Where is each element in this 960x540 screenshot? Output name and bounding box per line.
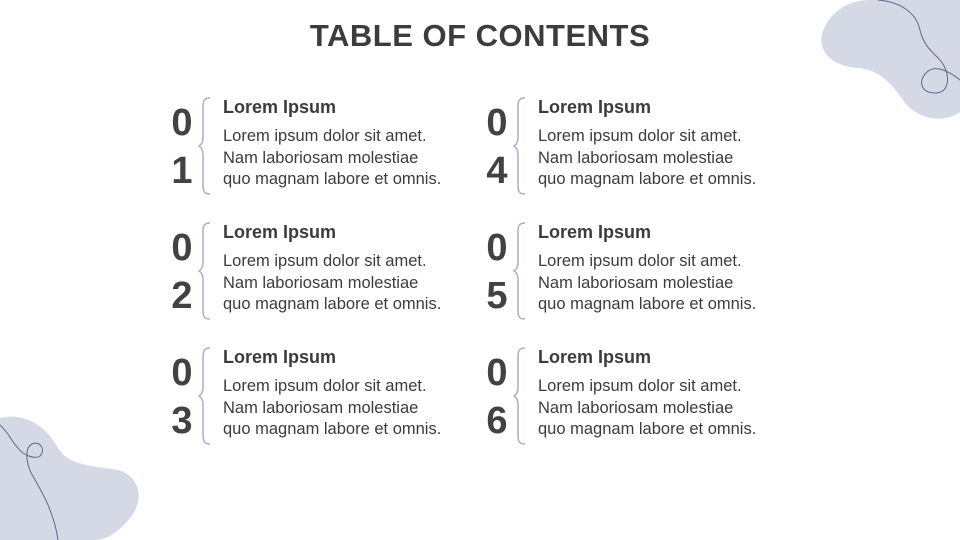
description-line: Nam laboriosam molestiae	[223, 273, 419, 292]
description-line: Nam laboriosam molestiae	[538, 148, 734, 167]
description-line: Nam laboriosam molestiae	[223, 398, 419, 417]
item-number	[485, 224, 509, 320]
toc-item-01	[170, 97, 470, 197]
description-line: Lorem ipsum dolor sit amet.	[223, 252, 427, 270]
number-digit-1: 0	[486, 352, 508, 394]
description-line: quo magnam labore et omnis.	[538, 420, 757, 438]
item-number	[485, 349, 509, 445]
toc-item-04	[485, 97, 785, 197]
item-number	[170, 224, 194, 320]
number-digit-2: 6	[486, 400, 508, 442]
item-description	[223, 376, 483, 441]
item-heading: Lorem Ipsum	[223, 347, 337, 367]
bottom-left-blob	[0, 417, 139, 540]
number-digit-1: 0	[171, 102, 193, 144]
number-digit-2: 3	[171, 400, 193, 442]
item-heading: Lorem Ipsum	[223, 222, 337, 242]
left-brace-icon	[198, 222, 212, 320]
toc-item-03	[170, 347, 470, 447]
description-line: Lorem ipsum dolor sit amet.	[538, 252, 742, 270]
item-description	[538, 251, 798, 316]
description-line: quo magnam labore et omnis.	[223, 420, 442, 438]
description-line: Lorem ipsum dolor sit amet.	[223, 127, 427, 145]
description-line: Nam laboriosam molestiae	[223, 148, 419, 167]
item-number	[485, 99, 509, 195]
item-heading: Lorem Ipsum	[538, 222, 652, 242]
description-line: Lorem ipsum dolor sit amet.	[223, 377, 427, 395]
toc-item-05	[485, 222, 785, 322]
left-brace-icon	[198, 347, 212, 445]
description-line: quo magnam labore et omnis.	[538, 295, 757, 313]
description-line: Lorem ipsum dolor sit amet.	[538, 127, 742, 145]
left-brace-icon	[513, 222, 527, 320]
toc-item-06	[485, 347, 785, 447]
toc-item-02	[170, 222, 470, 322]
number-digit-2: 5	[486, 275, 508, 317]
item-description	[538, 376, 798, 441]
description-line: Nam laboriosam molestiae	[538, 273, 734, 292]
page-title: TABLE OF CONTENTS	[309, 18, 651, 53]
description-line: quo magnam labore et omnis.	[223, 295, 442, 313]
description-line: Nam laboriosam molestiae	[538, 398, 734, 417]
number-digit-1: 0	[486, 227, 508, 269]
item-number	[170, 99, 194, 195]
description-line: Lorem ipsum dolor sit amet.	[538, 377, 742, 395]
number-digit-1: 0	[486, 102, 508, 144]
description-line: quo magnam labore et omnis.	[538, 170, 757, 188]
left-brace-icon	[513, 347, 527, 445]
number-digit-1: 0	[171, 352, 193, 394]
number-digit-2: 1	[171, 150, 193, 192]
item-description	[538, 126, 798, 191]
item-number	[170, 349, 194, 445]
number-digit-1: 0	[171, 227, 193, 269]
item-heading: Lorem Ipsum	[538, 347, 652, 367]
item-heading: Lorem Ipsum	[538, 97, 652, 117]
description-line: quo magnam labore et omnis.	[223, 170, 442, 188]
number-digit-2: 4	[486, 150, 508, 192]
item-heading: Lorem Ipsum	[223, 97, 337, 117]
left-brace-icon	[513, 97, 527, 195]
item-description	[223, 126, 483, 191]
left-brace-icon	[198, 97, 212, 195]
number-digit-2: 2	[171, 275, 193, 317]
item-description	[223, 251, 483, 316]
